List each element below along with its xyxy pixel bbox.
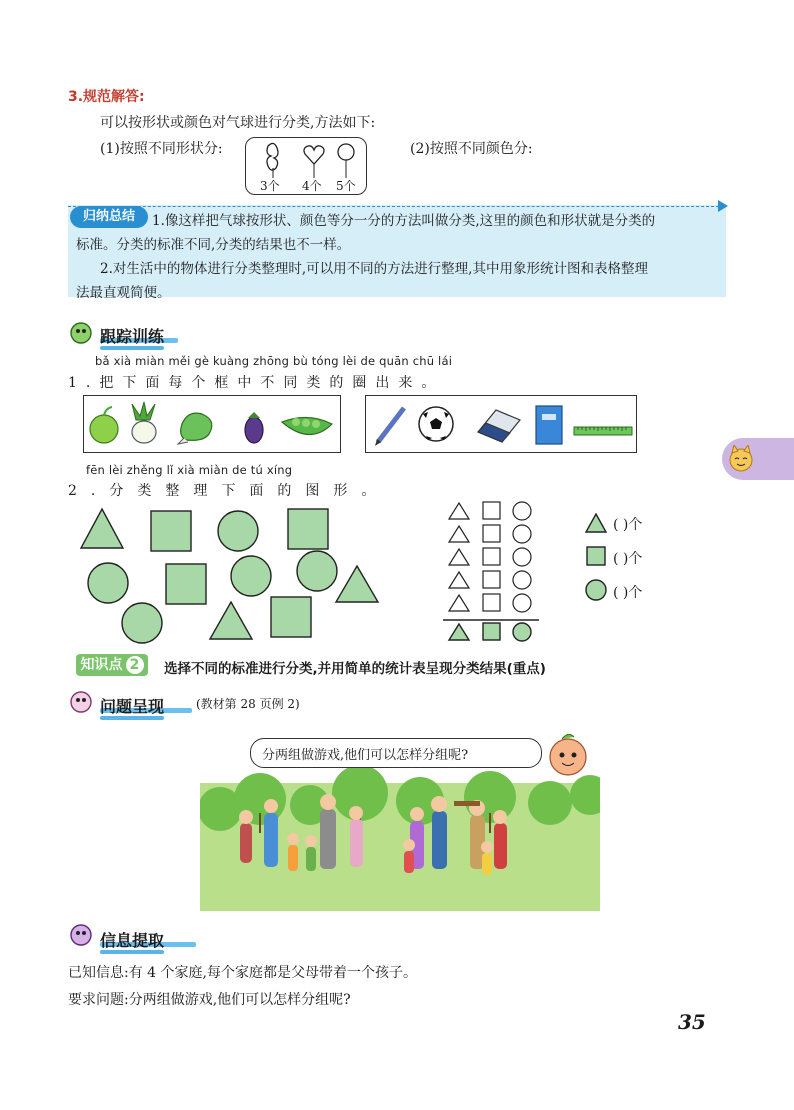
- families-illustration: [200, 723, 600, 911]
- triangle-shape: [210, 602, 252, 639]
- circle-column: [513, 502, 531, 612]
- balloon-shape-box: [245, 137, 367, 195]
- scattered-shapes: [75, 505, 385, 647]
- radish-icon: [132, 402, 156, 443]
- summary-line-3: 2.对生活中的物体进行分类整理时,可以用不同的方法进行整理,其中用象形统计图和表格整理: [100, 261, 648, 277]
- circle-shape: [297, 551, 337, 591]
- knowledge-point-label: 知识点: [80, 657, 123, 673]
- side-tab: [722, 438, 794, 480]
- notebook-icon: [536, 406, 562, 444]
- circle-count-blank[interactable]: ( )个: [613, 585, 643, 601]
- item-box-1: [83, 395, 341, 453]
- peapod-icon: [282, 417, 332, 434]
- circle-shape: [122, 603, 162, 643]
- cabbage-icon: [178, 413, 212, 444]
- triangle-count-blank[interactable]: ( )个: [613, 517, 643, 533]
- count-heart-balloon: 4个: [302, 179, 322, 193]
- speech-text: 分两组做游戏,他们可以怎样分组呢?: [262, 748, 469, 763]
- eggplant-icon: [245, 412, 263, 443]
- square-count-blank[interactable]: ( )个: [613, 551, 643, 567]
- square-shape: [288, 509, 328, 549]
- knowledge-point-text: 选择不同的标准进行分类,并用简单的统计表呈现分类结果(重点): [164, 661, 546, 677]
- summary-tag: 归纳总结: [70, 206, 148, 228]
- circle-shape: [231, 556, 271, 596]
- triangle-shape: [585, 513, 607, 533]
- triangle-column: [449, 503, 469, 611]
- triangle-shape: [81, 509, 123, 548]
- summary-line-1: 1.像这样把气球按形状、颜色等分一分的方法叫做分类,这里的颜色和形状就是分类的: [152, 213, 656, 229]
- eraser-icon: [478, 410, 520, 442]
- method-2-label: (2)按照不同颜色分:: [410, 141, 533, 157]
- circle-shape: [585, 579, 607, 601]
- square-shape: [586, 546, 606, 566]
- square-shape: [166, 564, 206, 604]
- practice-title: 跟踪训练: [100, 324, 164, 347]
- problem-reference: (教材第 28 页例 2): [196, 697, 300, 711]
- ruler-icon: [574, 427, 632, 435]
- circle-shape: [88, 563, 128, 603]
- summary-line-2: 标准。分类的标准不同,分类的结果也不一样。: [76, 237, 351, 253]
- method-1-label: (1)按照不同形状分:: [100, 141, 223, 157]
- knowledge-point-number: 2: [126, 656, 144, 674]
- triangle-shape: [449, 624, 469, 640]
- info-title: 信息提取: [100, 928, 164, 951]
- q2-text: 2.分类整理下面的图形。: [68, 483, 390, 499]
- square-shape: [151, 511, 191, 551]
- cat-face-icon: [726, 445, 756, 473]
- square-shape: [483, 623, 500, 640]
- soccer-ball-icon: [419, 407, 453, 441]
- triangle-shape: [336, 566, 378, 602]
- circle-shape: [218, 511, 258, 551]
- count-long-balloon: 3个: [260, 179, 280, 193]
- section-intro: 可以按形状或颜色对气球进行分类,方法如下:: [100, 115, 376, 131]
- page-number: 35: [678, 1010, 706, 1034]
- item-box-2: [365, 395, 637, 453]
- problem-title: 问题呈现: [100, 694, 164, 717]
- required-question: 要求问题:分两组做游戏,他们可以怎样分组呢?: [68, 992, 351, 1008]
- q1-text: 1.把下面每个框中不同类的圈出来。: [68, 375, 445, 391]
- arrow-right-icon: [718, 200, 730, 212]
- knowledge-point-tag: [76, 654, 148, 676]
- q2-pinyin: fēn lèi zhěng lǐ xià miàn de tú xíng: [86, 463, 293, 477]
- square-shape: [271, 597, 311, 637]
- pencil-icon: [375, 408, 404, 446]
- q1-pinyin: bǎ xià miàn měi gè kuàng zhōng bù tóng lèi de quān chū lái: [95, 354, 453, 368]
- mascot-icon: [68, 320, 96, 346]
- circle-shape: [513, 623, 531, 641]
- section-heading: 3.规范解答:: [68, 89, 145, 105]
- count-round-balloon: 5个: [336, 179, 356, 193]
- mascot-icon: [68, 689, 96, 715]
- summary-line-4: 法最直观简便。: [76, 285, 171, 301]
- apple-icon: [90, 407, 118, 443]
- mascot-icon: [68, 922, 96, 948]
- square-column: [483, 502, 500, 611]
- known-info: 已知信息:有 4 个家庭,每个家庭都是父母带着一个孩子。: [68, 965, 417, 981]
- sorting-grid: [443, 497, 543, 645]
- peach-mascot-icon: [538, 727, 598, 787]
